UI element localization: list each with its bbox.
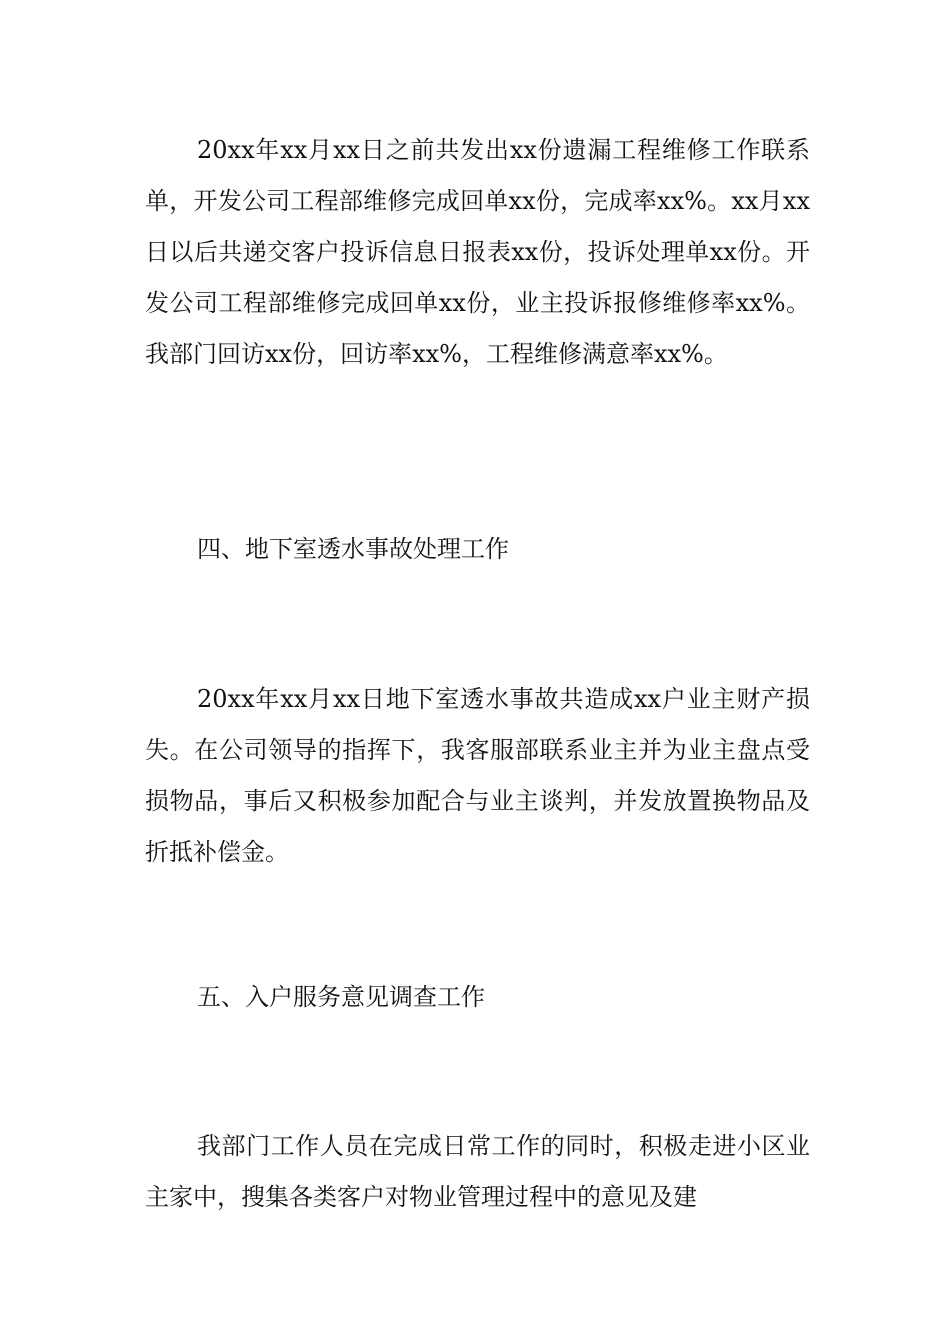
section-heading-home-survey xyxy=(145,972,810,1023)
paragraph-basement-flooding xyxy=(145,674,810,878)
heading-text: 五、入户服务意见调查工作 xyxy=(197,983,485,1011)
heading-text: 四、地下室透水事故处理工作 xyxy=(197,535,509,563)
paragraph-maintenance-stats xyxy=(145,125,810,380)
paragraph-text: 20xx年xx月xx日地下室透水事故共造成xx户业主财产损失。在公司领导的指挥下，我客服部联系业主并为业主盘点受损物品，事后又积极参加配合与业主谈判，并发放置换物品及折抵补偿金。 xyxy=(145,685,810,866)
section-heading-basement-flooding xyxy=(145,524,810,575)
paragraph-text: 20xx年xx月xx日之前共发出xx份遗漏工程维修工作联系单，开发公司工程部维修完成回单xx份，完成率xx%。xx月xx日以后共递交客户投诉信息日报表xx份，投诉处理单xx份。开发公司工程部维修完成回单xx份，业主投诉报修维修率xx%。我部门回访xx份，回访率xx%，工程维修满意率xx%。 xyxy=(145,136,810,368)
paragraph-home-survey xyxy=(145,1121,810,1223)
paragraph-text: 我部门工作人员在完成日常工作的同时，积极走进小区业主家中，搜集各类客户对物业管理过程中的意见及建 xyxy=(145,1132,810,1211)
